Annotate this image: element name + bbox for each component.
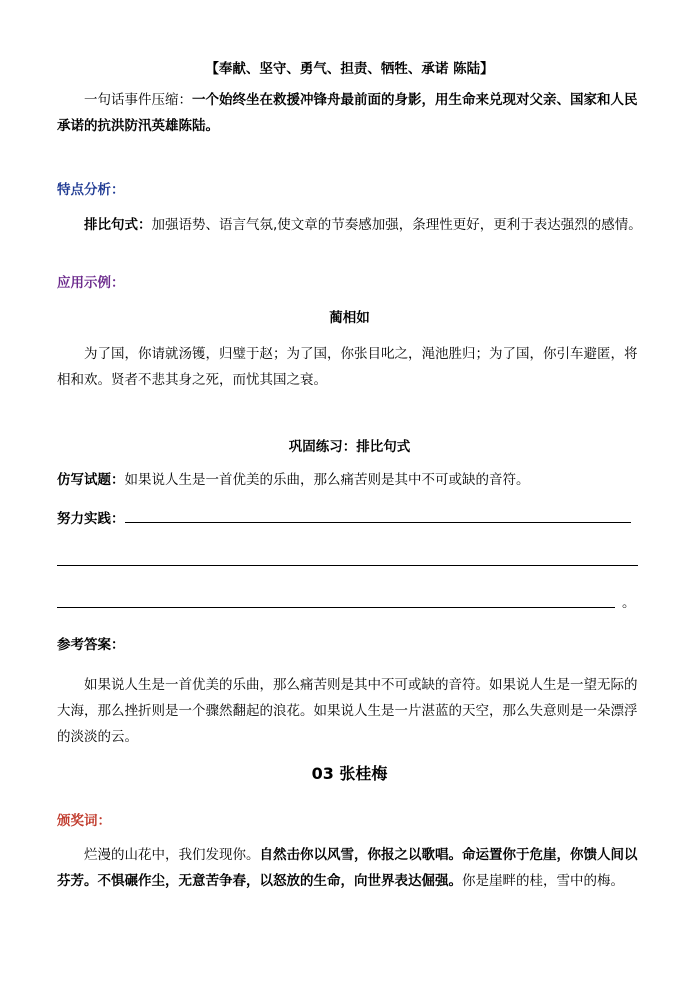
answer-line-1[interactable] [125,522,631,523]
award-paragraph [57,842,642,894]
summary-paragraph [57,87,642,139]
award-part-2: 自然击你以风雪，你报之以歌唱。命运置你于危崖，你馈人间以芬芳。不惧碾作尘，无意苦争春，以怒放的生命，向世界表达倔强。 [57,847,638,889]
summary-text: 一个始终坐在救援冲锋舟最前面的身影，用生命来兑现对父亲、国家和人民承诺的抗洪防汛英雄陈陆。 [57,92,638,134]
example-title: 蔺相如 [329,310,370,326]
award-part-3: 你是崖畔的桂，雪中的梅。 [462,873,624,889]
section-title: 03 张桂梅 [311,764,388,783]
features-label: 排比句式： [84,217,152,233]
practice-prompt [57,467,642,493]
award-heading: 颁奖词： [57,813,111,829]
answer-line-2[interactable] [57,565,638,566]
example-paragraph: 为了国，你请就汤镬，归璧于赵；为了国，你张目叱之，渑池胜归；为了国，你引车避匿，将相和欢。贤者不悲其身之死，而忧其国之衰。 [57,346,638,388]
end-mark: 。 [622,595,636,611]
answer-heading: 参考答案： [57,637,125,653]
features-paragraph [57,212,642,238]
practice-prompt-label: 仿写试题： [57,472,125,488]
practice-prompt-text: 如果说人生是一首优美的乐曲，那么痛苦则是其中不可或缺的音符。 [124,472,530,488]
summary-label: 一句话事件压缩： [84,92,192,108]
answer-line-3[interactable] [57,607,615,608]
example-heading: 应用示例： [57,275,125,291]
features-text: 加强语势、语言气氛,使文章的节奏感加强，条理性更好，更利于表达强烈的感情。 [151,217,642,233]
award-part-1: 烂漫的山花中，我们发现你。 [84,847,260,863]
features-heading: 特点分析： [57,182,125,198]
practice-title: 巩固练习：排比句式 [288,439,411,455]
practice-attempt-label: 努力实践： [57,511,125,527]
answer-paragraph: 如果说人生是一首优美的乐曲，那么痛苦则是其中不可或缺的音符。如果说人生是一望无际的大海，那么挫折则是一个骤然翻起的浪花。如果说人生是一片湛蓝的天空，那么失意则是一朵漂浮的淡淡的云。 [57,677,638,745]
keywords-line: 【奉献、坚守、勇气、担责、牺牲、承诺 陈陆】 [205,61,494,77]
